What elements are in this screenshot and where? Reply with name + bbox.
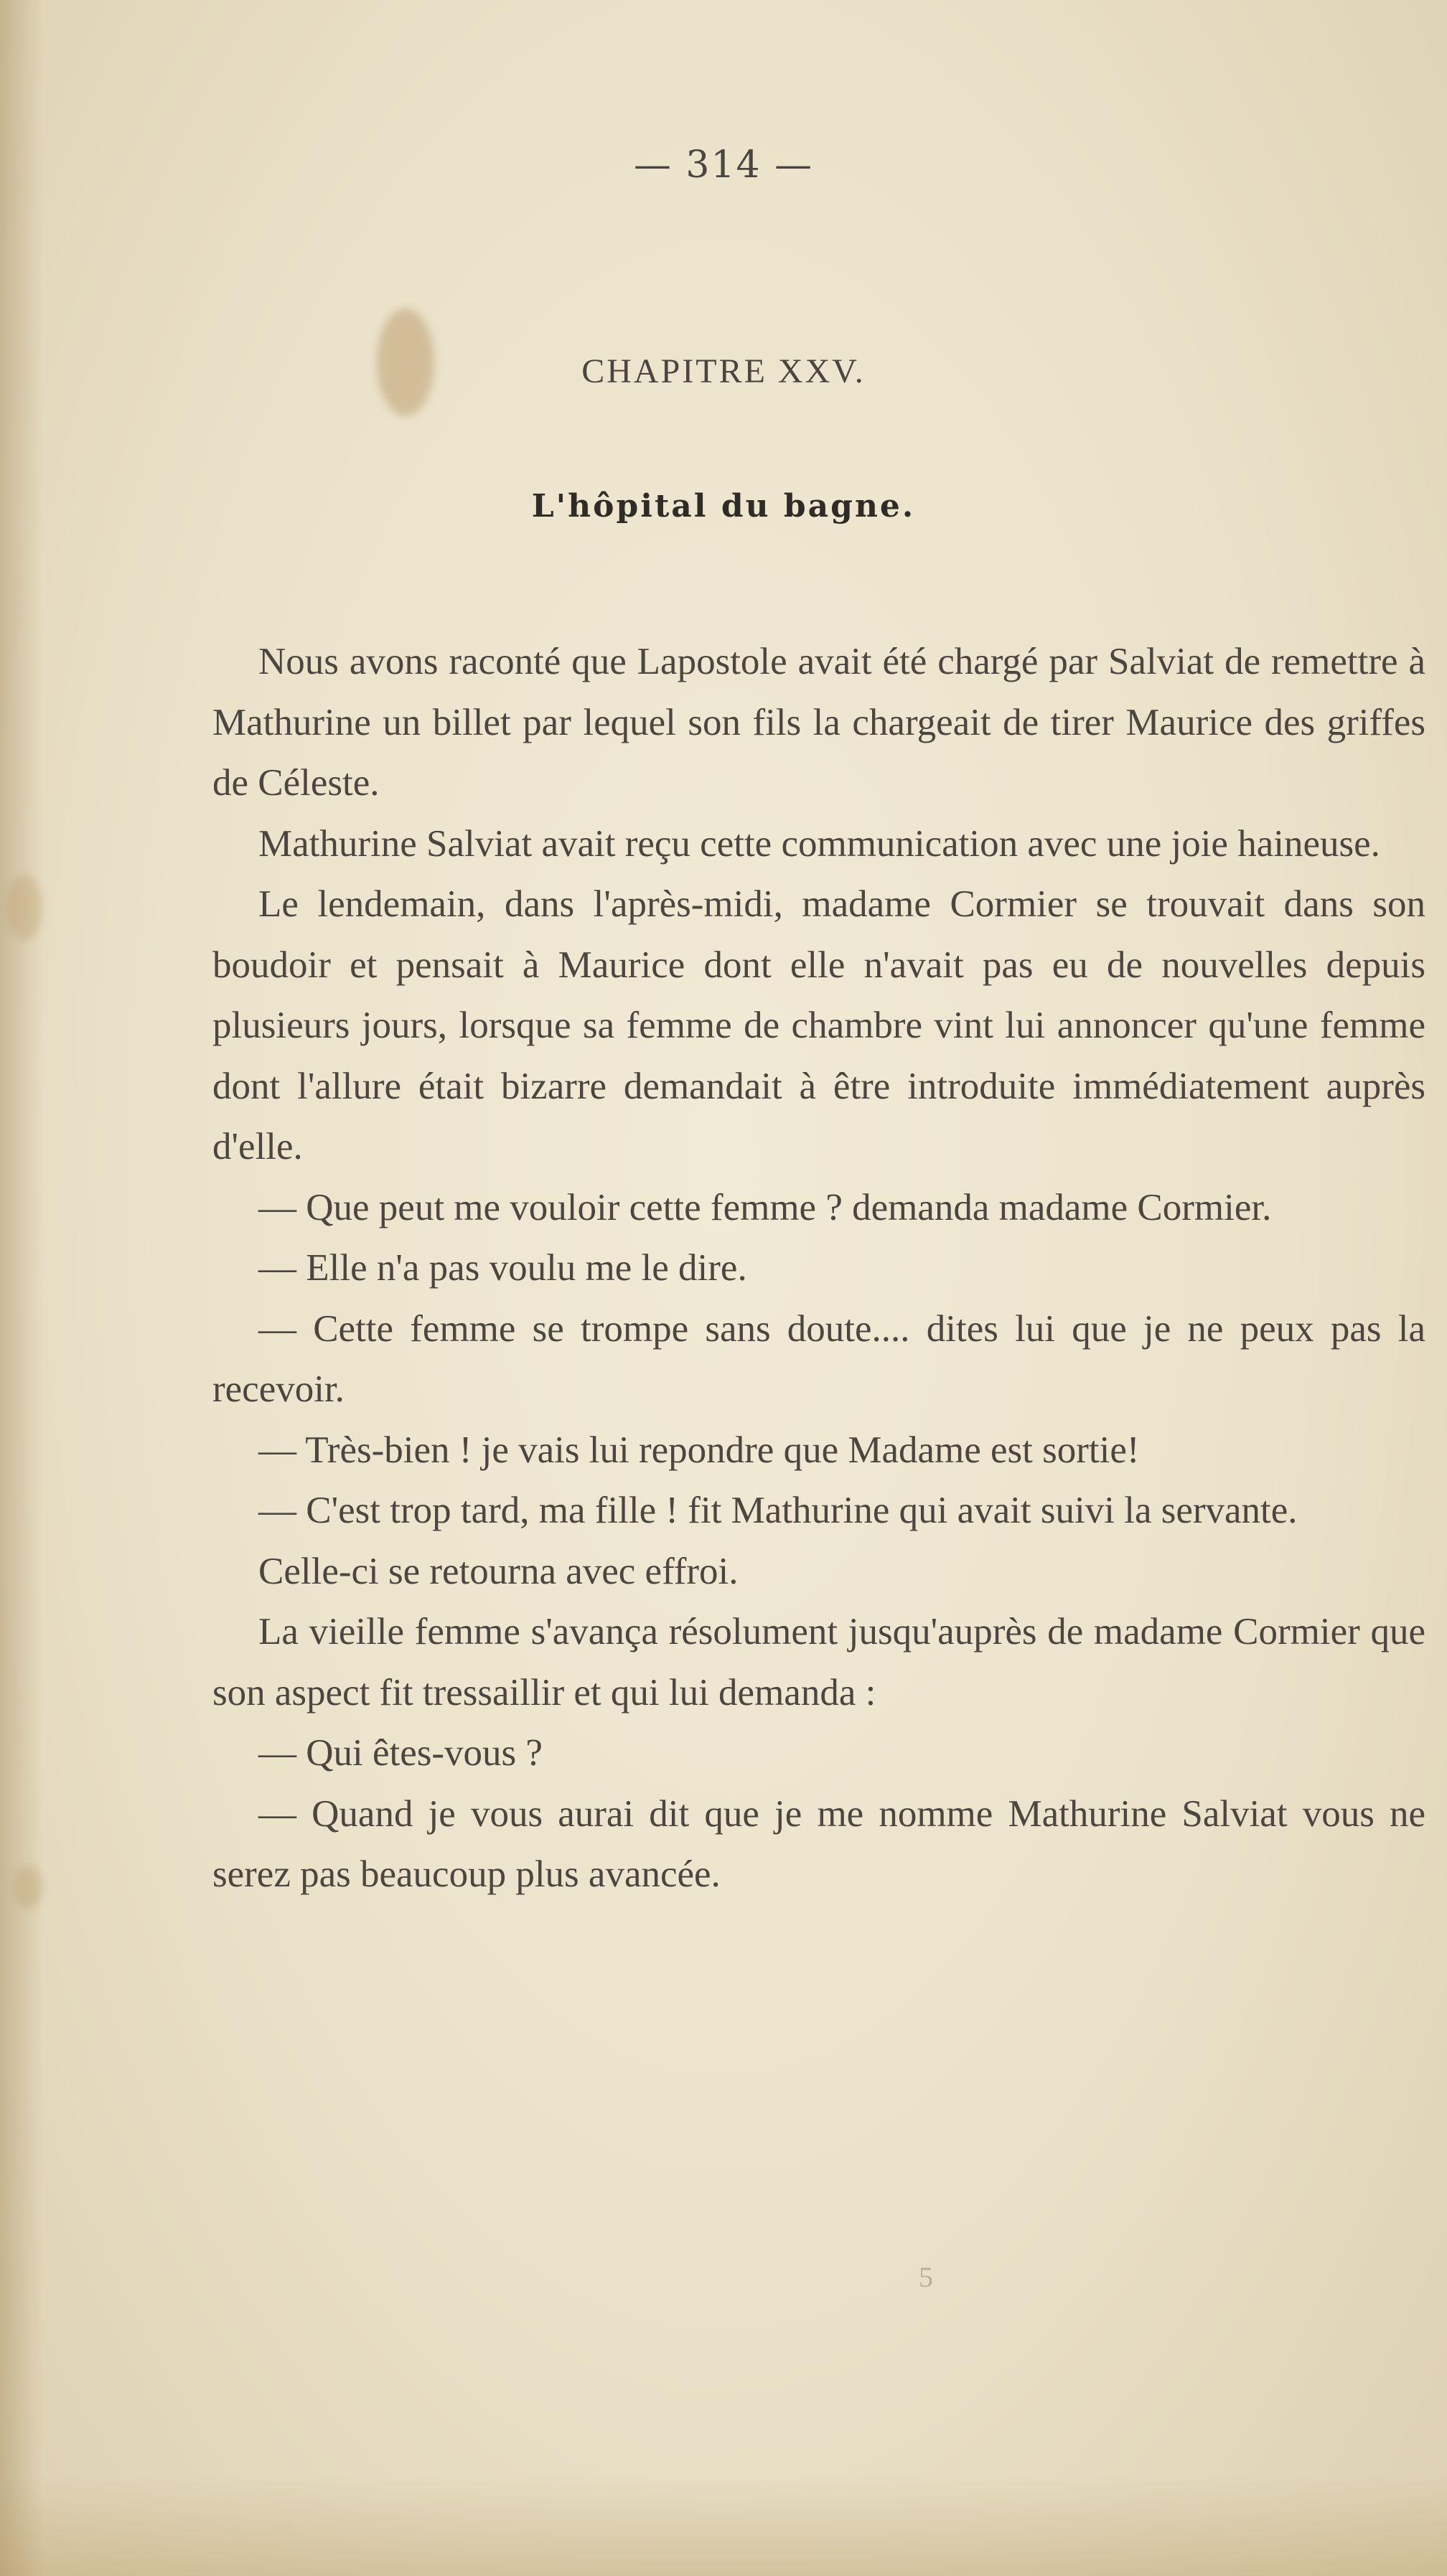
paragraph: — Qui êtes-vous ? [258, 1732, 543, 1774]
body-text [212, 631, 1425, 1905]
paragraph: — Très-bien ! je vais lui repondre que Madame est sortie! [258, 1429, 1140, 1471]
paragraph: Nous avons raconté que Lapostole avait été chargé par Salviat de remettre à Mathurine un billet par lequel son fils la chargeait de tirer Maurice des griffes de Céleste. [212, 641, 1425, 804]
foxing-stain [7, 875, 43, 940]
paragraph: La vieille femme s'avança résolument jusqu'auprès de madame Cormier que son aspect fit tressaillir et qui lui demanda : [212, 1611, 1425, 1714]
section-title: L'hôpital du bagne. [531, 488, 916, 525]
foxing-stain [14, 1866, 43, 1909]
paragraph: — Cette femme se trompe sans doute.... dites lui que je ne peux pas la recevoir. [212, 1307, 1425, 1410]
paragraph: Le lendemain, dans l'après-midi, madame Cormier se trouvait dans son boudoir et pensait à Maurice dont elle n'avait pas eu de nouvelles depuis plusieurs jours, lorsque sa femme de chambre vint lui annoncer qu'une femme dont l'allure était bizarre demandait à être introduite immédiatement auprès d'elle. [212, 883, 1425, 1167]
folio-mark: 5 [919, 2261, 933, 2293]
paragraph: — Que peut me vouloir cette femme ? demanda madame Cormier. [258, 1186, 1272, 1228]
paragraph: — C'est trop tard, ma fille ! fit Mathurine qui avait suivi la servante. [258, 1490, 1298, 1531]
page-number: — 314 — [633, 144, 814, 187]
page-bottom-yellowing [0, 2476, 1447, 2576]
chapter-heading: CHAPITRE XXV. [581, 352, 866, 390]
paragraph: — Elle n'a pas voulu me le dire. [258, 1247, 747, 1289]
paragraph: Mathurine Salviat avait reçu cette communication avec une joie haineuse. [258, 822, 1380, 865]
paragraph: — Quand je vous aurai dit que je me nomme Mathurine Salviat vous ne serez pas beaucoup plus avancée. [212, 1792, 1425, 1895]
paragraph: Celle-ci se retourna avec effroi. [258, 1550, 739, 1592]
